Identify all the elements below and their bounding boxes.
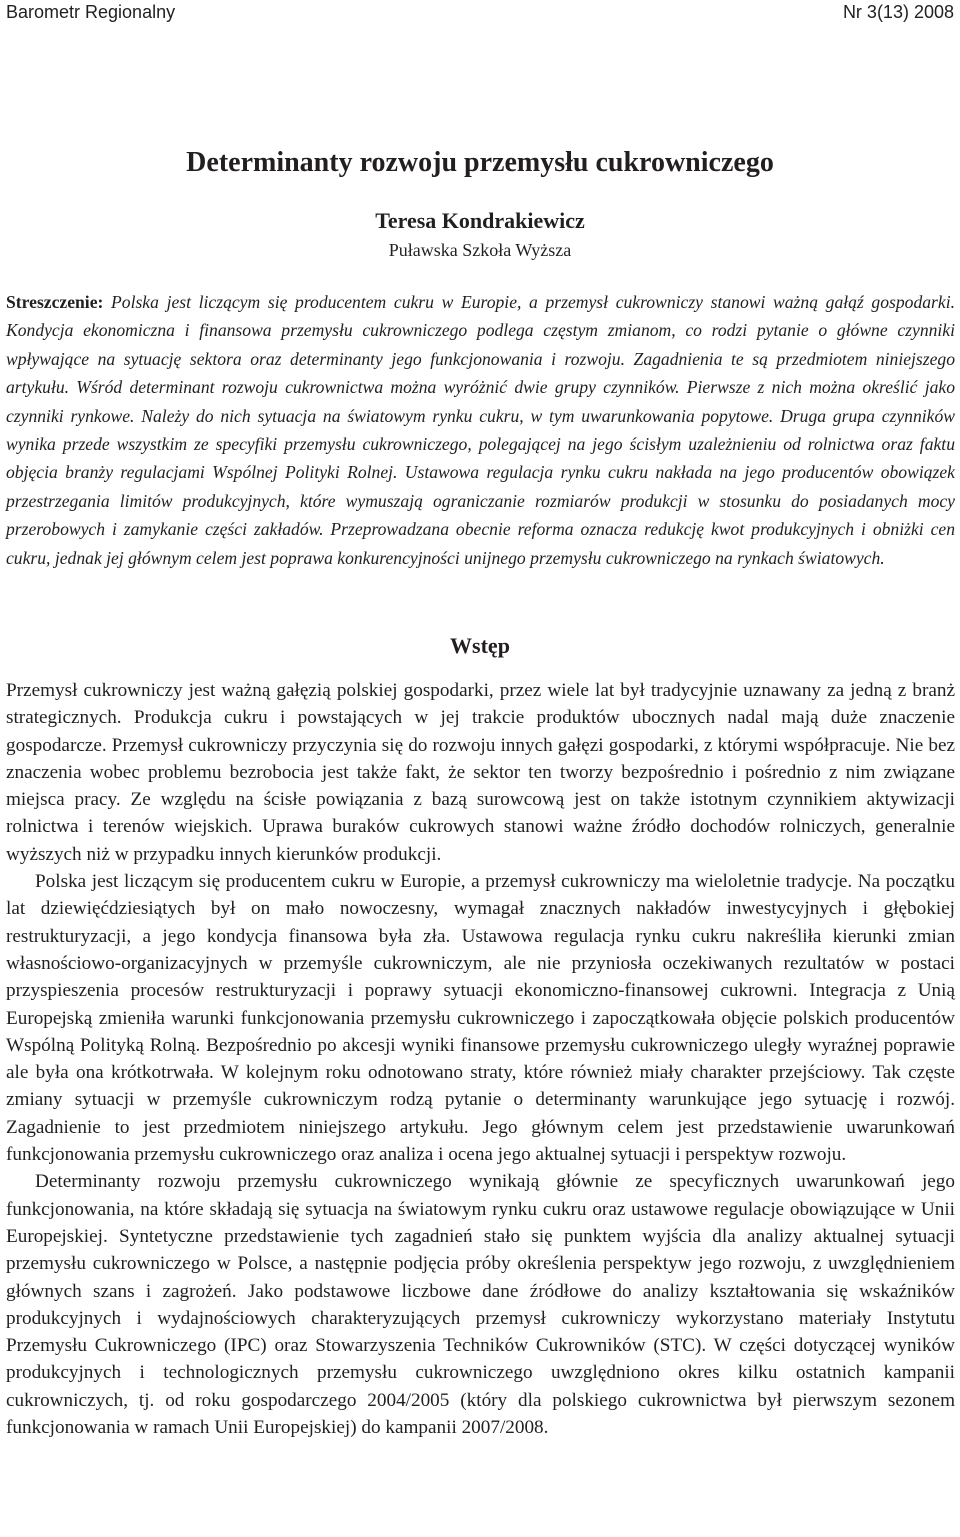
- abstract-text: Polska jest liczącym się producentem cukru w Europie, a przemysł cukrowniczy stanowi ważną gałąź gospodarki. Kondycja ekonomiczna i finansowa przemysłu cukrowniczego podlega częstym zmianom, co rodzi pytanie o główne czynniki wpływające na sytuację sektora oraz determinanty jego funkcjonowania i rozwoju. Zagadnienia te są przedmiotem niniejszego artykułu. Wśród determinant rozwoju cukrownictwa można wyróżnić dwie grupy czynników. Pierwsze z nich można określić jako czynniki rynkowe. Należy do nich sytuacja na światowym rynku cukru, w tym uwarunkowania popytowe. Druga grupa czynników wynika przede wszystkim ze specyfiki przemysłu cukrowniczego, polegającej na jego ścisłym uzależnieniu od rolnictwa oraz faktu objęcia branży regulacjami Wspólnej Polityki Rolnej. Ustawowa regulacja rynku cukru nakłada na jego producentów obowiązek przestrzegania limitów produkcyjnych, które wymuszają ograniczanie rozmiarów produkcji w stosunku do posiadanych mocy przerobowych i zamykanie części zakładów. Przeprowadzana obecnie reforma oznacza redukcję kwot produkcyjnych i obniżki cen cukru, jednak jej głównym celem jest poprawa konkurencyjności unijnego przemysłu cukrowniczego na rynkach światowych.: [6, 292, 955, 568]
- body-paragraph: Polska jest liczącym się producentem cukru w Europie, a przemysł cukrowniczy ma wieloletnie tradycje. Na początku lat dziewięćdziesiątych był on mało nowoczesny, wymagał znacznych nakładów inwestycyjnych i głębokiej restrukturyzacji, a jego kondycja finansowa była zła. Ustawowa regulacja rynku cukru nakreśliła kierunki zmian własnościowo-organizacyjnych w przemyśle cukrowniczym, ale nie przyniosła oczekiwanych rezultatów w postaci przyspieszenia procesów restrukturyzacji i poprawy sytuacji ekonomiczno-finansowej cukrowni. Integracja z Unią Europejską zmieniła warunki funkcjonowania przemysłu cukrowniczego i zapoczątkowała objęcie polskich producentów Wspólną Polityką Rolną. Bezpośrednio po akcesji wyniki finansowe przemysłu cukrowniczego uległy wyraźnej poprawie ale była ona krótkotrwała. W kolejnym roku odnotowano straty, które również miały charakter przejściowy. Tak częste zmiany sytuacji w przemyśle cukrowniczym rodzą pytanie o determinanty warunkujące jego sytuację i rozwój. Zagadnienie to jest przedmiotem niniejszego artykułu. Jego głównym celem jest przedstawienie uwarunkowań funkcjonowania przemysłu cukrowniczego oraz analiza i ocena jego aktualnej sytuacji i perspektyw rozwoju.: [6, 871, 955, 1166]
- abstract: [6, 288, 955, 572]
- section-heading: Wstęp: [450, 633, 510, 658]
- abstract-label: Streszczenie:: [6, 292, 104, 312]
- body-paragraph: Determinanty rozwoju przemysłu cukrowniczego wynikają głównie ze specyficznych uwarunkowań jego funkcjonowania, na które składają się sytuacja na światowym rynku cukru oraz ustawowe regulacje obowiązujące w Unii Europejskiej. Syntetyczne przedstawienie tych zagadnień stało się punktem wyjścia dla analizy aktualnej sytuacji przemysłu cukrowniczego w Polsce, a następnie podjęcia próby określenia perspektyw jego rozwoju, z uwzględnieniem głównych szans i zagrożeń. Jako podstawowe liczbowe dane źródłowe do analizy kształtowania się wskaźników produkcyjnych i wydajnościowych charakteryzujących przemysł cukrowniczy wykorzystano materiały Instytutu Przemysłu Cukrowniczego (IPC) oraz Stowarzyszenia Techników Cukrowników (STC). W części dotyczącej wyników produkcyjnych i technologicznych przemysłu cukrowniczego uwzględniono okres kilku ostatnich kampanii cukrowniczych, tj. od roku gospodarczego 2004/2005 (który dla polskiego cukrownictwa był pierwszym sezonem funkcjonowania w ramach Unii Europejskiej) do kampanii 2007/2008.: [6, 1171, 955, 1439]
- running-header: [6, 0, 954, 24]
- body-paragraph: Przemysł cukrowniczy jest ważną gałęzią polskiej gospodarki, przez wiele lat był tradycyjnie uznawany za jedną z branż strategicznych. Produkcja cukru i powstających w jej trakcie produktów ubocznych nadal mają duże znaczenie gospodarcze. Przemysł cukrowniczy przyczynia się do rozwoju innych gałęzi gospodarki, z którymi współpracuje. Nie bez znaczenia wobec problemu bezrobocia jest także fakt, że sektor ten tworzy bezpośrednio i pośrednio z nim związane miejsca pracy. Ze względu na ścisłe powiązania z bazą surowcową jest on także istotnym czynnikiem aktywizacji rolnictwa i terenów wiejskich. Uprawa buraków cukrowych stanowi ważne źródło dochodów rolniczych, generalnie wyższych niż w przypadku innych kierunków produkcji.: [6, 680, 955, 865]
- article-title: Determinanty rozwoju przemysłu cukrowniczego: [186, 147, 774, 178]
- issue-number: Nr 3(13) 2008: [842, 2, 954, 22]
- author-name: Teresa Kondrakiewicz: [375, 208, 585, 233]
- section-body: [6, 677, 955, 1441]
- journal-name: Barometr Regionalny: [6, 2, 176, 22]
- author-affiliation: Puławska Szkoła Wyższa: [388, 240, 572, 260]
